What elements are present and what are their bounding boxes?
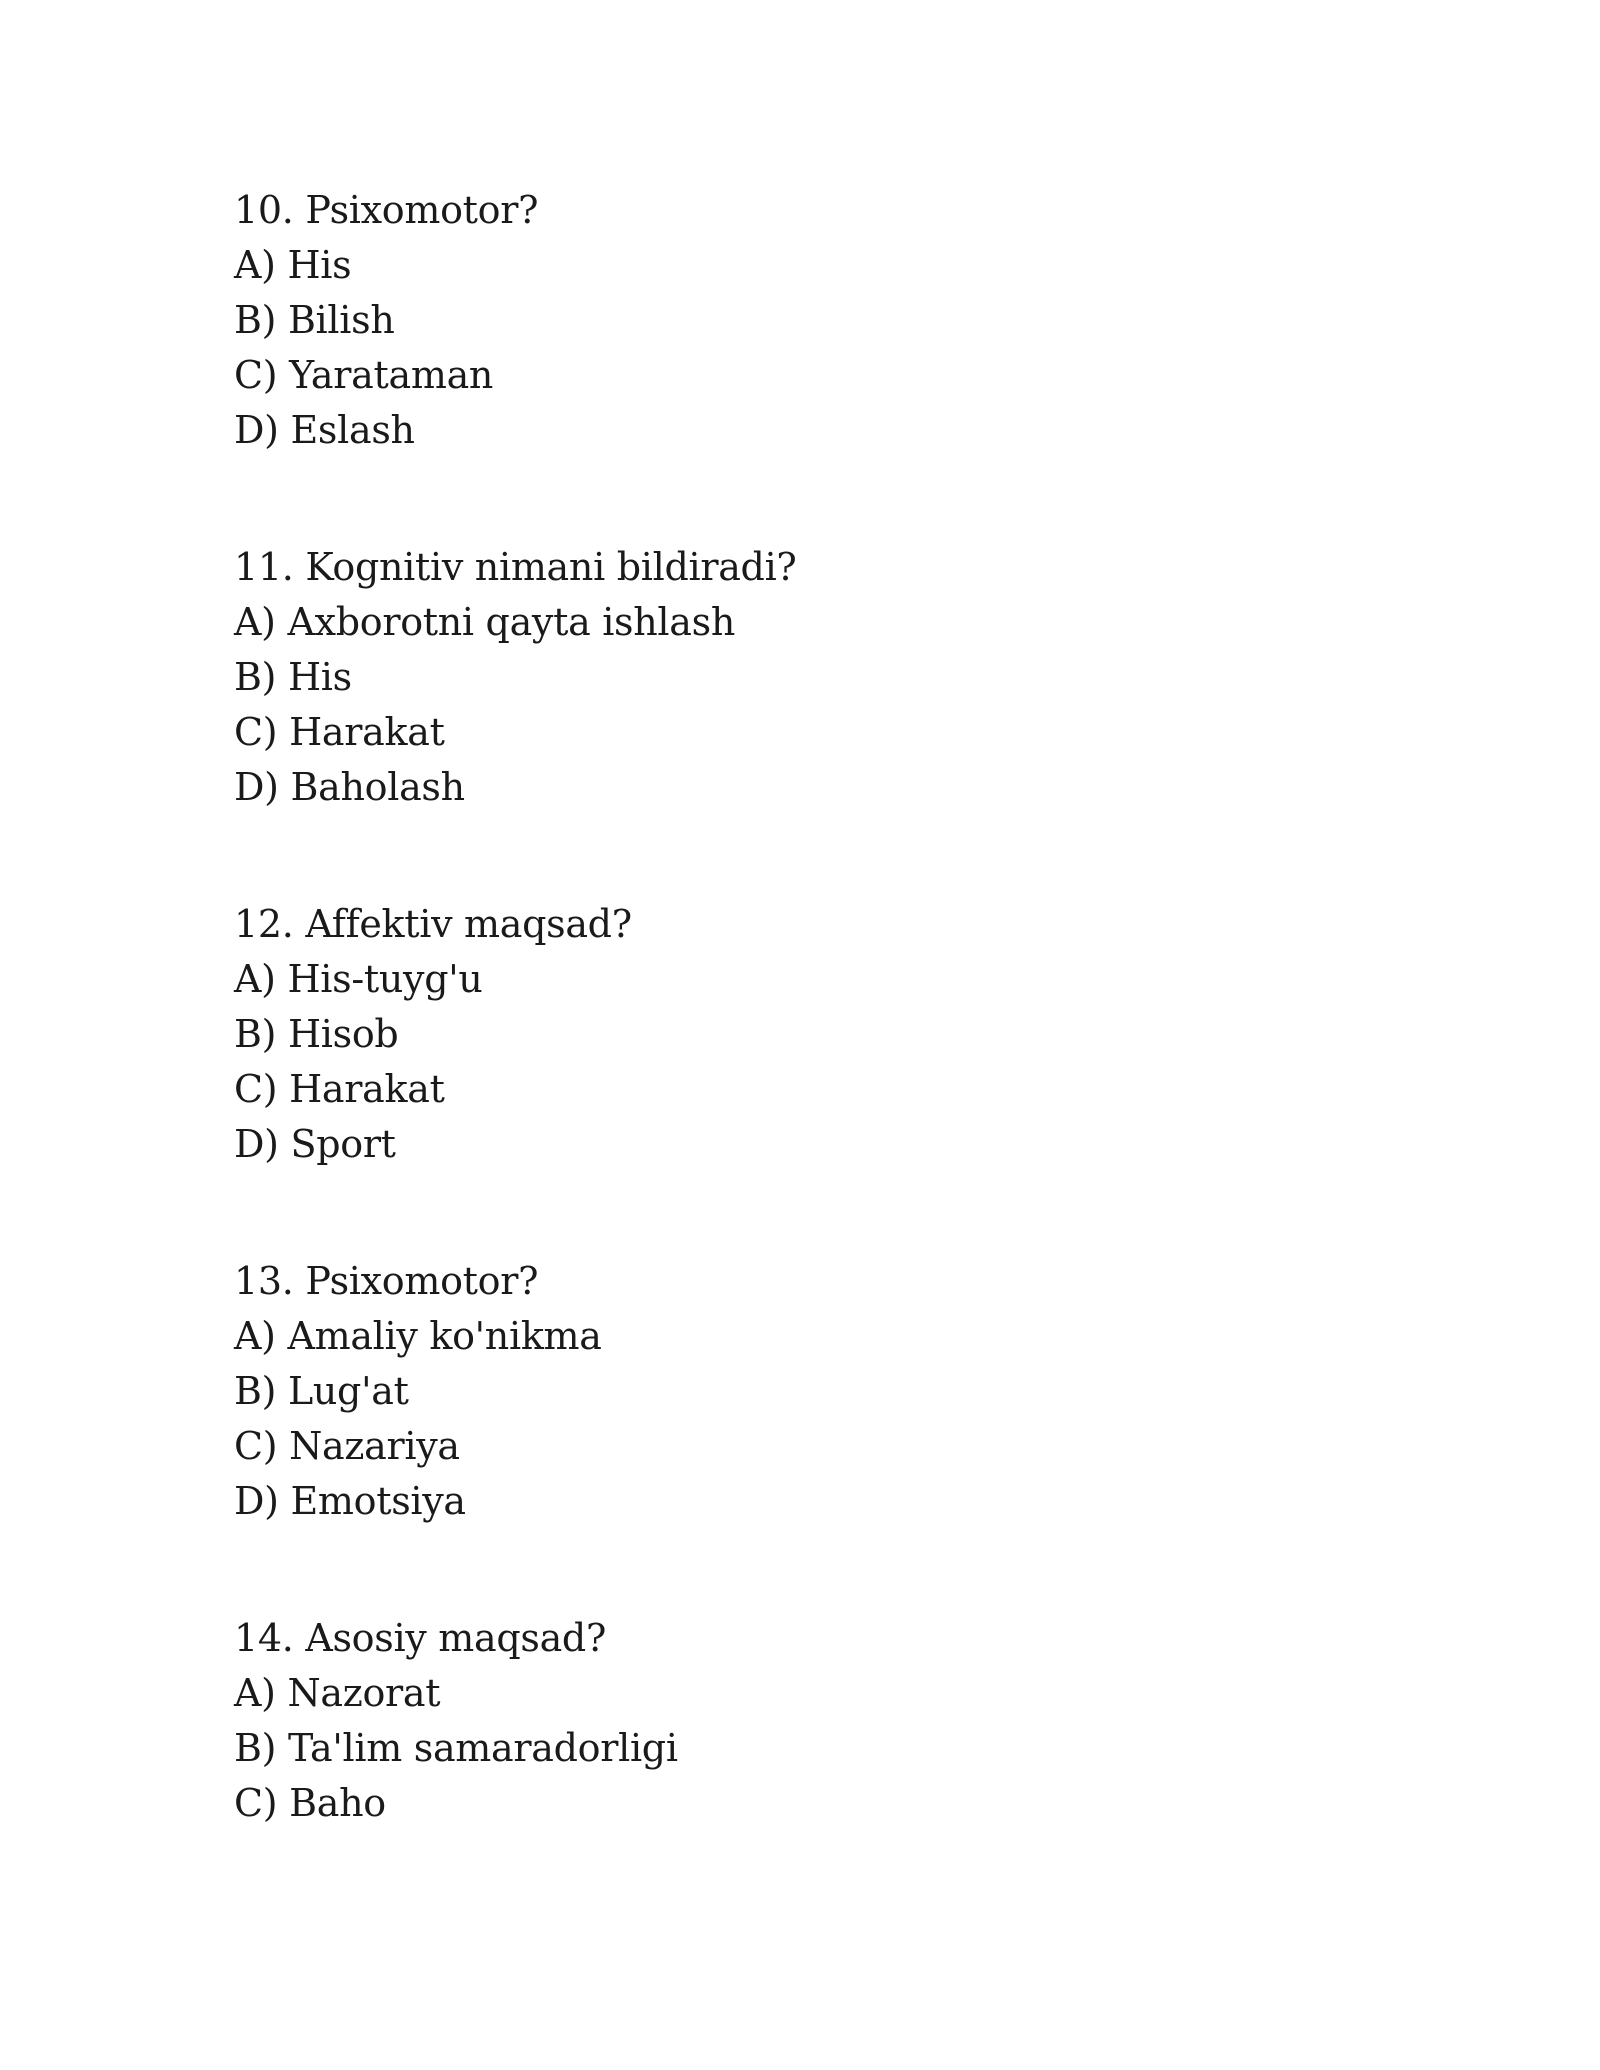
option-text: Emotsiya <box>290 1479 466 1523</box>
question-prompt: Asosiy maqsad? <box>305 1616 607 1660</box>
option-letter: A) <box>234 600 276 644</box>
answer-option <box>234 1364 1434 1419</box>
question-number: 12. <box>234 902 294 946</box>
option-letter: A) <box>234 1671 276 1715</box>
answer-option <box>234 1776 1434 1831</box>
option-text: Eslash <box>290 408 415 452</box>
answer-option <box>234 1062 1434 1117</box>
quiz-list <box>234 183 1434 1913</box>
question-block <box>234 1254 1434 1529</box>
question-block <box>234 1611 1434 1831</box>
option-text: Harakat <box>289 710 445 754</box>
answer-option <box>234 650 1434 705</box>
option-letter: C) <box>234 1424 278 1468</box>
option-letter: B) <box>234 1369 277 1413</box>
answer-option <box>234 1721 1434 1776</box>
question-number: 14. <box>234 1616 294 1660</box>
option-letter: B) <box>234 298 277 342</box>
answer-option <box>234 1666 1434 1721</box>
question-text <box>234 1254 1434 1309</box>
option-text: Sport <box>290 1122 396 1166</box>
option-letter: A) <box>234 957 276 1001</box>
question-number: 11. <box>234 545 294 589</box>
option-letter: D) <box>234 408 279 452</box>
option-text: His-tuyg'u <box>287 957 483 1001</box>
option-letter: D) <box>234 1122 279 1166</box>
option-text: Ta'lim samaradorligi <box>287 1726 678 1770</box>
question-prompt: Psixomotor? <box>305 1259 539 1303</box>
option-letter: B) <box>234 1012 277 1056</box>
question-block <box>234 183 1434 458</box>
question-text <box>234 1611 1434 1666</box>
option-text: Harakat <box>289 1067 445 1111</box>
answer-option <box>234 1117 1434 1172</box>
option-text: Nazariya <box>289 1424 460 1468</box>
option-text: Baho <box>289 1781 386 1825</box>
question-number: 13. <box>234 1259 294 1303</box>
option-letter: C) <box>234 1067 278 1111</box>
option-letter: C) <box>234 1781 278 1825</box>
answer-option <box>234 705 1434 760</box>
option-letter: D) <box>234 765 279 809</box>
option-text: His <box>287 243 352 287</box>
answer-option <box>234 1419 1434 1474</box>
question-block <box>234 540 1434 815</box>
option-text: His <box>287 655 352 699</box>
option-letter: B) <box>234 655 277 699</box>
option-text: Yarataman <box>289 353 494 397</box>
question-text <box>234 183 1434 238</box>
answer-option <box>234 595 1434 650</box>
answer-option <box>234 1474 1434 1529</box>
option-text: Bilish <box>287 298 395 342</box>
question-prompt: Kognitiv nimani bildiradi? <box>305 545 797 589</box>
answer-option <box>234 952 1434 1007</box>
question-text <box>234 540 1434 595</box>
option-letter: D) <box>234 1479 279 1523</box>
option-letter: B) <box>234 1726 277 1770</box>
question-prompt: Affektiv maqsad? <box>305 902 632 946</box>
question-text <box>234 897 1434 952</box>
answer-option <box>234 403 1434 458</box>
question-number: 10. <box>234 188 294 232</box>
option-text: Axborotni qayta ishlash <box>287 600 736 644</box>
option-letter: A) <box>234 1314 276 1358</box>
option-text: Nazorat <box>287 1671 441 1715</box>
option-text: Baholash <box>290 765 465 809</box>
option-text: Lug'at <box>287 1369 409 1413</box>
option-letter: C) <box>234 710 278 754</box>
answer-option <box>234 1007 1434 1062</box>
answer-option <box>234 348 1434 403</box>
answer-option <box>234 293 1434 348</box>
question-prompt: Psixomotor? <box>305 188 539 232</box>
option-letter: A) <box>234 243 276 287</box>
answer-option <box>234 760 1434 815</box>
option-text: Hisob <box>287 1012 399 1056</box>
question-block <box>234 897 1434 1172</box>
answer-option <box>234 1309 1434 1364</box>
answer-option <box>234 238 1434 293</box>
option-letter: C) <box>234 353 278 397</box>
option-text: Amaliy ko'nikma <box>287 1314 602 1358</box>
